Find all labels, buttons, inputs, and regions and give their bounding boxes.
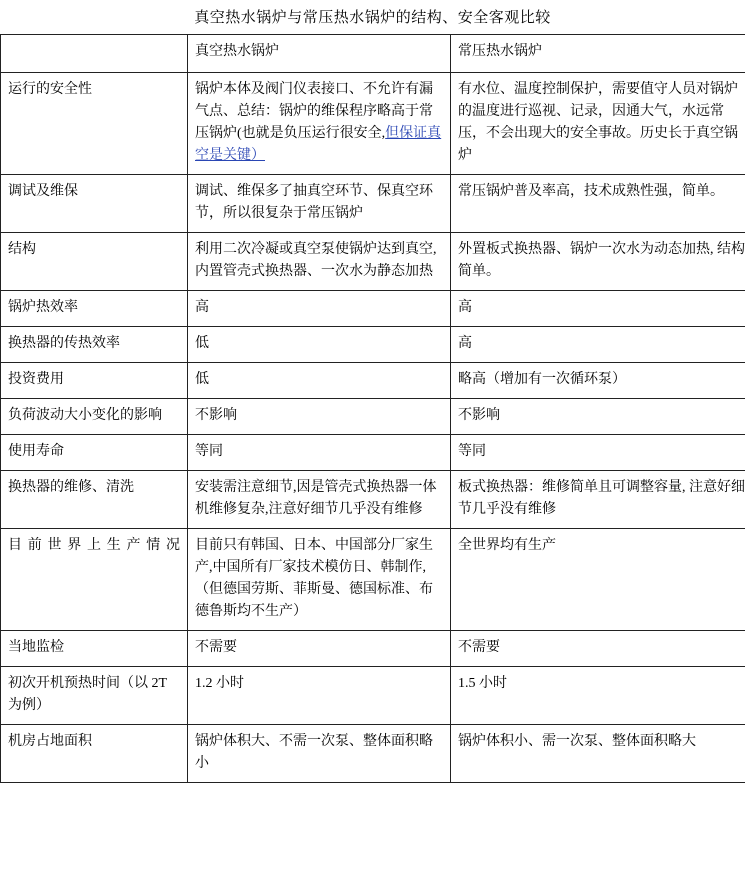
row-label: 负荷波动大小变化的影响 — [1, 399, 188, 435]
row-value-atmospheric: 常压锅炉普及率高，技术成熟性强，简单。 — [451, 175, 745, 233]
table-row — [1, 725, 745, 783]
row-value-atmospheric: 全世界均有生产 — [451, 529, 745, 631]
row-value-atmospheric: 等同 — [451, 435, 745, 471]
row-value-vacuum: 不影响 — [188, 399, 451, 435]
row-value-vacuum: 低 — [188, 363, 451, 399]
row-label: 运行的安全性 — [1, 73, 188, 175]
row-value-vacuum: 高 — [188, 291, 451, 327]
table-header-row — [1, 35, 745, 73]
row-value-vacuum: 低 — [188, 327, 451, 363]
row-value-vacuum: 安装需注意细节,因是管壳式换热器一体机维修复杂,注意好细节几乎没有维修 — [188, 471, 451, 529]
row-label: 投资费用 — [1, 363, 188, 399]
table-row — [1, 327, 745, 363]
row-value-atmospheric: 有水位、温度控制保护，需要值守人员对锅炉的温度进行巡视、记录，因通大气，水远常压，不会出现大的安全事故。历史长于真空锅炉 — [451, 73, 745, 175]
row-label: 机房占地面积 — [1, 725, 188, 783]
table-row — [1, 73, 745, 175]
row-value-vacuum: 不需要 — [188, 631, 451, 667]
row-label: 锅炉热效率 — [1, 291, 188, 327]
row-value-atmospheric: 外置板式换热器、锅炉一次水为动态加热, 结构简单。 — [451, 233, 745, 291]
row-value-atmospheric: 锅炉体积小、需一次泵、整体面积略大 — [451, 725, 745, 783]
header-cell-label — [1, 35, 188, 73]
row-label: 结构 — [1, 233, 188, 291]
table-row — [1, 399, 745, 435]
table-row — [1, 529, 745, 631]
row-value-vacuum: 锅炉体积大、不需一次泵、整体面积略小 — [188, 725, 451, 783]
row-value-vacuum: 1.2 小时 — [188, 667, 451, 725]
row-value-atmospheric: 1.5 小时 — [451, 667, 745, 725]
table-row — [1, 471, 745, 529]
row-value-vacuum-link[interactable]: 但保证真空是关键） — [195, 126, 442, 163]
row-label: 当地监检 — [1, 631, 188, 667]
row-value-vacuum — [188, 73, 451, 175]
row-label: 使用寿命 — [1, 435, 188, 471]
row-label: 换热器的维修、清洗 — [1, 471, 188, 529]
row-value-atmospheric: 高 — [451, 291, 745, 327]
row-value-atmospheric: 板式换热器：维修简单且可调整容量, 注意好细节几乎没有维修 — [451, 471, 745, 529]
table-row — [1, 363, 745, 399]
row-label: 换热器的传热效率 — [1, 327, 188, 363]
page-title: 真空热水锅炉与常压热水锅炉的结构、安全客观比较 — [194, 10, 551, 26]
row-label: 初次开机预热时间（以 2T 为例） — [1, 667, 188, 725]
table-row — [1, 233, 745, 291]
row-value-atmospheric: 高 — [451, 327, 745, 363]
row-value-vacuum: 利用二次冷凝或真空泵使锅炉达到真空, 内置管壳式换热器、一次水为静态加热 — [188, 233, 451, 291]
table-row — [1, 631, 745, 667]
row-value-vacuum-text: 锅炉本体及阀门仪表接口、不允许有漏气点、总结：锅炉的维保程序略高于常压锅炉(也就是负压运行很安全, — [195, 82, 433, 141]
row-value-vacuum: 等同 — [188, 435, 451, 471]
row-value-atmospheric: 不需要 — [451, 631, 745, 667]
row-label: 调试及维保 — [1, 175, 188, 233]
row-value-atmospheric: 略高（增加有一次循环泵） — [451, 363, 745, 399]
row-value-atmospheric: 不影响 — [451, 399, 745, 435]
table-row — [1, 667, 745, 725]
row-value-vacuum: 调试、维保多了抽真空环节、保真空环节，所以很复杂于常压锅炉 — [188, 175, 451, 233]
row-label: 目前世界上生产情况 — [1, 529, 188, 631]
row-value-vacuum: 目前只有韩国、日本、中国部分厂家生产,中国所有厂家技术模仿日、韩制作,（但德国劳斯、菲斯曼、德国标准、布德鲁斯均不生产） — [188, 529, 451, 631]
header-cell-vacuum-boiler: 真空热水锅炉 — [188, 35, 451, 73]
header-cell-atmospheric-boiler: 常压热水锅炉 — [451, 35, 745, 73]
table-row — [1, 175, 745, 233]
table-row — [1, 291, 745, 327]
comparison-table — [0, 34, 745, 783]
table-row — [1, 435, 745, 471]
